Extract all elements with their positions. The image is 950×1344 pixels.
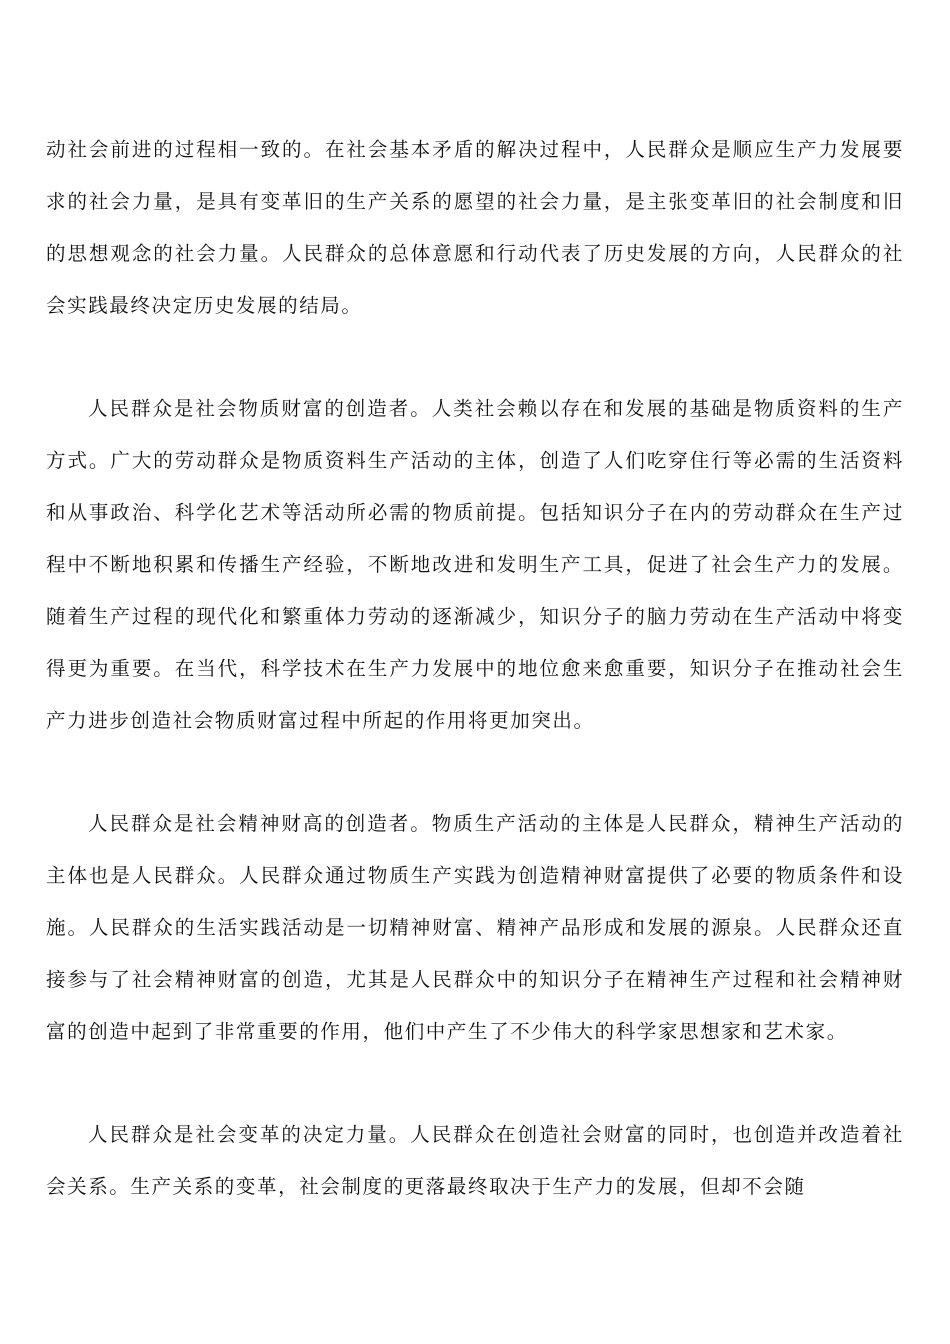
document-page [46,124,904,1213]
paragraph-2: 人民群众是社会物质财富的创造者。人类社会赖以存在和发展的基础是物质资料的生产方式。广大的劳动群众是物质资料生产活动的主体，创造了人们吃穿住行等必需的生活资料和从事政治、科学化艺术等活动所必需的物质前提。包括知识分子在内的劳动群众在生产过程中不断地积累和传播生产经验，不断地改进和发明生产工具，促进了社会生产力的发展。随着生产过程的现代化和繁重体力劳动的逐渐减少，知识分子的脑力劳动在生产活动中将变得更为重要。在当代，科学技术在生产力发展中的地位愈来愈重要，知识分子在推动社会生产力进步创造社会物质财富过程中所起的作用将更加突出。 [46,397,904,732]
paragraph-1: 动社会前进的过程相一致的。在社会基本矛盾的解决过程中，人民群众是顺应生产力发展要求的社会力量，是具有变革旧的生产关系的愿望的社会力量，是主张变革旧的社会制度和旧的思想观念的社会力量。人民群众的总体意愿和行动代表了历史发展的方向，人民群众的社会实践最终决定历史发展的结局。 [46,138,904,317]
paragraph-3: 人民群众是社会精神财高的创造者。物质生产活动的主体是人民群众，精神生产活动的主体也是人民群众。人民群众通过物质生产实践为创造精神财富提供了必要的物质条件和设施。人民群众的生活实践活动是一切精神财富、精神产品形成和发展的源泉。人民群众还直接参与了社会精神财富的创造，尤其是人民群众中的知识分子在精神生产过程和社会精神财富的创造中起到了非常重要的作用，他们中产生了不少伟大的科学家思想家和艺术家。 [46,812,904,1043]
paragraph-4: 人民群众是社会变革的决定力量。人民群众在创造社会财富的同时，也创造并改造着社会关系。生产关系的变革，社会制度的更落最终取决于生产力的发展，但却不会随 [46,1123,904,1198]
